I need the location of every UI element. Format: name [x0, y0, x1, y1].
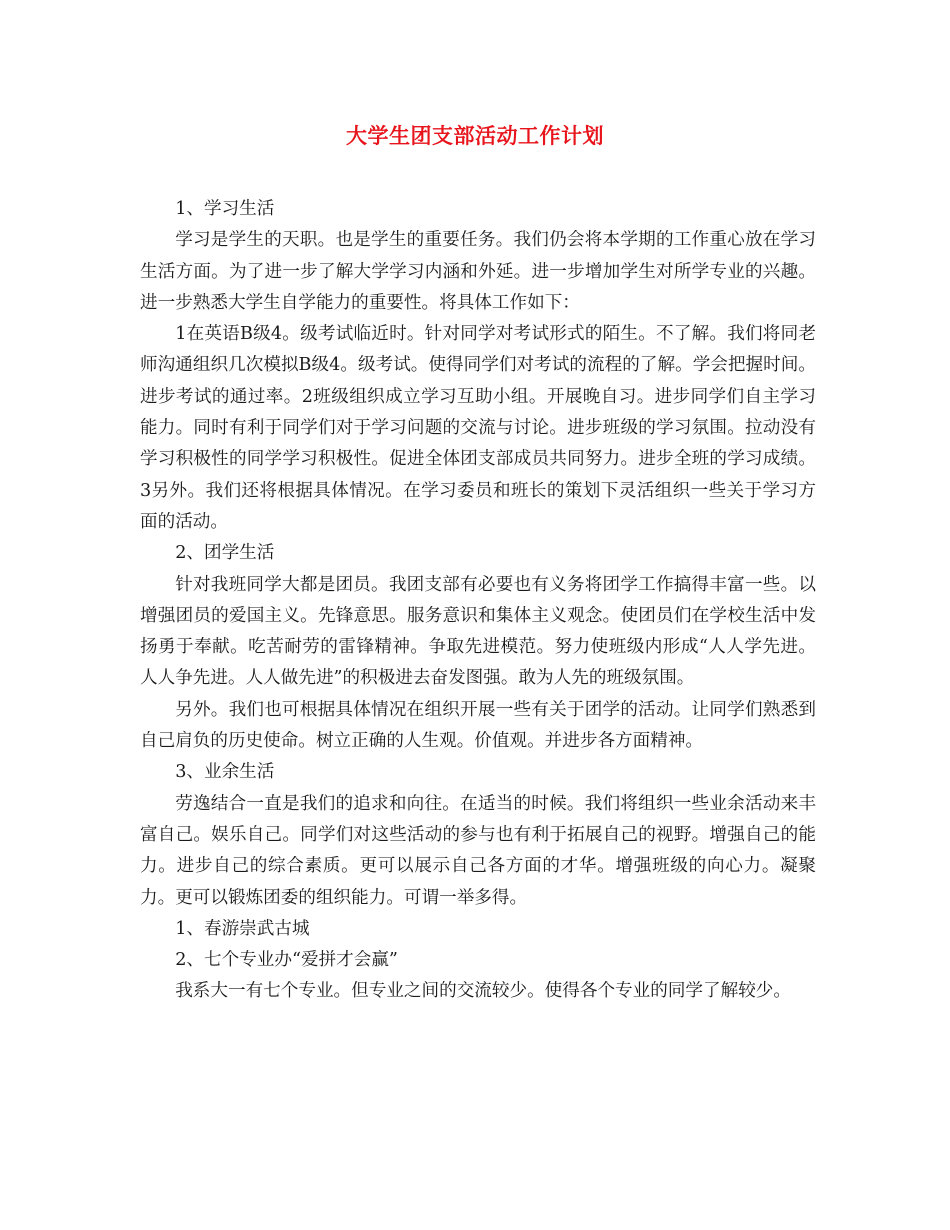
paragraph-leisure-intro: 劳逸结合一直是我们的追求和向往。在适当的时候。我们将组织一些业余活动来丰富自己。娱乐自己。同学们对这些活动的参与也有利于拓展自己的视野。增强自己的能力。进步自己的综合素质。更可以展示自己各方面的才华。增强班级的向心力。凝聚力。更可以锻炼团委的组织能力。可谓一举多得。 [140, 793, 816, 908]
section-heading-leisure: 3、业余生活 [175, 762, 275, 783]
section-heading-study: 1、学习生活 [175, 199, 275, 219]
document-body [140, 194, 816, 1008]
paragraph-study-intro: 学习是学生的天职。也是学生的重要任务。我们仍会将本学期的工作重心放在学习生活方面。为了进一步了解大学学习内涵和外延。进一步增加学生对所学专业的兴趣。进一步熟悉大学生自学能力的重要性。将具体工作如下： [140, 230, 816, 313]
list-item-majors-event: 2、七个专业办“爱拼才会赢” [175, 950, 398, 971]
document-title: 大学生团支部活动工作计划 [346, 124, 604, 148]
section-heading-league: 2、团学生活 [175, 543, 275, 564]
paragraph-majors-detail: 我系大一有七个专业。但专业之间的交流较少。使得各个专业的同学了解较少。 [175, 981, 791, 1002]
paragraph-study-plan: 1在英语B级4。级考试临近时。针对同学对考试形式的陌生。不了解。我们将同老师沟通组织几次模拟B级4。级考试。使得同学们对考试的流程的了解。学会把握时间。进步考试的通过率。2班级组织成立学习互助小组。开展晚自习。进步同学们自主学习能力。同时有利于同学们对于学习问题的交流与讨论。进步班级的学习氛围。拉动没有学习积极性的同学学习积极性。促进全体团支部成员共同努力。进步全班的学习成绩。3另外。我们还将根据具体情况。在学习委员和班长的策划下灵活组织一些关于学习方面的活动。 [140, 324, 816, 532]
paragraph-league-extra: 另外。我们也可根据具体情况在组织开展一些有关于团学的活动。让同学们熟悉到自己肩负的历史使命。树立正确的人生观。价值观。并进步各方面精神。 [140, 699, 816, 752]
paragraph-league-intro: 针对我班同学大都是团员。我团支部有必要也有义务将团学工作搞得丰富一些。以增强团员的爱国主义。先锋意思。服务意识和集体主义观念。使团员们在学校生活中发扬勇于奉献。吃苦耐劳的雷锋精神。争取先进模范。努力使班级内形成“人人学先进。人人争先进。人人做先进”的积极进去奋发图强。敢为人先的班级氛围。 [140, 574, 816, 689]
list-item-spring-trip: 1、春游崇武古城 [175, 918, 310, 939]
